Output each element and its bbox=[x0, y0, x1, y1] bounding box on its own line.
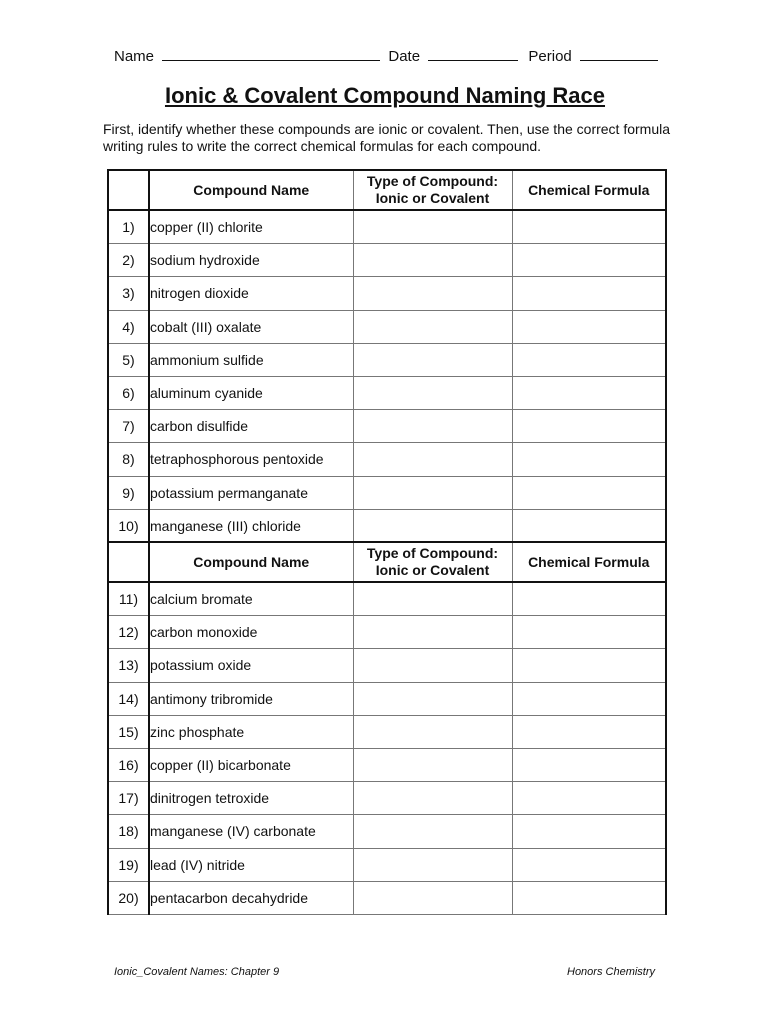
period-blank[interactable] bbox=[580, 46, 658, 61]
table-row bbox=[108, 848, 666, 881]
table-row bbox=[108, 649, 666, 682]
table-row bbox=[108, 376, 666, 409]
chemical-formula-answer-cell[interactable] bbox=[512, 748, 666, 781]
instructions: First, identify whether these compounds are ionic or covalent. Then, use the correct formula writing rules to write the correct chemical formulas for each compound. bbox=[103, 121, 671, 154]
chemical-formula-answer-cell[interactable] bbox=[512, 682, 666, 715]
compound-type-header-line1: Type of Compound: bbox=[366, 173, 499, 189]
chemical-formula-answer-cell[interactable] bbox=[512, 277, 666, 310]
table-row bbox=[108, 815, 666, 848]
chemical-formula-answer-cell[interactable] bbox=[512, 649, 666, 682]
table-row bbox=[108, 616, 666, 649]
compound-type-answer-cell[interactable] bbox=[353, 682, 512, 715]
footer-class-name: Honors Chemistry bbox=[567, 966, 656, 978]
table-row bbox=[108, 410, 666, 443]
compound-type-header-line2: Ionic or Covalent bbox=[375, 562, 490, 578]
period-label: Period bbox=[528, 48, 572, 65]
compound-type-answer-cell[interactable] bbox=[353, 244, 512, 277]
chemical-formula-answer-cell[interactable] bbox=[512, 848, 666, 881]
compound-type-answer-cell[interactable] bbox=[353, 649, 512, 682]
compound-type-header-line1: Type of Compound: bbox=[366, 545, 499, 561]
row-number: 19) bbox=[108, 848, 149, 881]
name-blank[interactable] bbox=[162, 46, 380, 61]
chemical-formula-answer-cell[interactable] bbox=[512, 210, 666, 244]
table-row bbox=[108, 277, 666, 310]
compound-name: antimony tribromide bbox=[149, 682, 353, 715]
compound-type-header-line2: Ionic or Covalent bbox=[375, 190, 490, 206]
compound-name: aluminum cyanide bbox=[149, 376, 353, 409]
table-row bbox=[108, 443, 666, 476]
compound-name: nitrogen dioxide bbox=[149, 277, 353, 310]
row-number: 18) bbox=[108, 815, 149, 848]
compound-table-2 bbox=[107, 541, 667, 915]
compound-name: manganese (IV) carbonate bbox=[149, 815, 353, 848]
row-number: 11) bbox=[108, 582, 149, 616]
compound-type-answer-cell[interactable] bbox=[353, 815, 512, 848]
chemical-formula-answer-cell[interactable] bbox=[512, 476, 666, 509]
number-header bbox=[108, 170, 149, 210]
table-row bbox=[108, 748, 666, 781]
chemical-formula-answer-cell[interactable] bbox=[512, 616, 666, 649]
compound-type-header bbox=[353, 542, 512, 582]
compound-type-answer-cell[interactable] bbox=[353, 410, 512, 443]
table-row bbox=[108, 210, 666, 244]
compound-name: sodium hydroxide bbox=[149, 244, 353, 277]
date-blank[interactable] bbox=[428, 46, 518, 61]
compound-type-answer-cell[interactable] bbox=[353, 210, 512, 244]
table-row bbox=[108, 509, 666, 542]
chemical-formula-header: Chemical Formula bbox=[512, 542, 666, 582]
row-number: 12) bbox=[108, 616, 149, 649]
row-number: 13) bbox=[108, 649, 149, 682]
table-row bbox=[108, 343, 666, 376]
chemical-formula-answer-cell[interactable] bbox=[512, 310, 666, 343]
table-row bbox=[108, 582, 666, 616]
row-number: 7) bbox=[108, 410, 149, 443]
table-row bbox=[108, 244, 666, 277]
table-row bbox=[108, 715, 666, 748]
compound-type-answer-cell[interactable] bbox=[353, 848, 512, 881]
compound-name-header: Compound Name bbox=[149, 170, 353, 210]
chemical-formula-answer-cell[interactable] bbox=[512, 782, 666, 815]
name-label: Name bbox=[114, 48, 155, 65]
student-info-line bbox=[114, 46, 654, 65]
row-number: 10) bbox=[108, 509, 149, 542]
chemical-formula-answer-cell[interactable] bbox=[512, 815, 666, 848]
compound-name: potassium oxide bbox=[149, 649, 353, 682]
chemical-formula-answer-cell[interactable] bbox=[512, 443, 666, 476]
compound-type-answer-cell[interactable] bbox=[353, 782, 512, 815]
table-row bbox=[108, 476, 666, 509]
chemical-formula-header: Chemical Formula bbox=[512, 170, 666, 210]
row-number: 1) bbox=[108, 210, 149, 244]
chemical-formula-answer-cell[interactable] bbox=[512, 410, 666, 443]
row-number: 14) bbox=[108, 682, 149, 715]
table-row bbox=[108, 782, 666, 815]
chemical-formula-answer-cell[interactable] bbox=[512, 881, 666, 914]
chemical-formula-answer-cell[interactable] bbox=[512, 343, 666, 376]
chemical-formula-answer-cell[interactable] bbox=[512, 582, 666, 616]
table-row bbox=[108, 310, 666, 343]
compound-type-header bbox=[353, 170, 512, 210]
compound-name: calcium bromate bbox=[149, 582, 353, 616]
row-number: 5) bbox=[108, 343, 149, 376]
row-number: 4) bbox=[108, 310, 149, 343]
table-row bbox=[108, 682, 666, 715]
compound-name: carbon disulfide bbox=[149, 410, 353, 443]
compound-name: tetraphosphorous pentoxide bbox=[149, 443, 353, 476]
row-number: 3) bbox=[108, 277, 149, 310]
compound-type-answer-cell[interactable] bbox=[353, 509, 512, 542]
compound-type-answer-cell[interactable] bbox=[353, 310, 512, 343]
table-row bbox=[108, 881, 666, 914]
compound-table-1 bbox=[107, 169, 667, 543]
row-number: 20) bbox=[108, 881, 149, 914]
table-header-row bbox=[108, 542, 666, 582]
row-number: 16) bbox=[108, 748, 149, 781]
compound-type-answer-cell[interactable] bbox=[353, 715, 512, 748]
compound-name: zinc phosphate bbox=[149, 715, 353, 748]
compound-name: copper (II) chlorite bbox=[149, 210, 353, 244]
compound-type-answer-cell[interactable] bbox=[353, 748, 512, 781]
worksheet-title: Ionic & Covalent Compound Naming Race bbox=[164, 83, 606, 108]
row-number: 8) bbox=[108, 443, 149, 476]
chemical-formula-answer-cell[interactable] bbox=[512, 376, 666, 409]
compound-type-answer-cell[interactable] bbox=[353, 343, 512, 376]
row-number: 17) bbox=[108, 782, 149, 815]
row-number: 2) bbox=[108, 244, 149, 277]
compound-type-answer-cell[interactable] bbox=[353, 616, 512, 649]
compound-name: cobalt (III) oxalate bbox=[149, 310, 353, 343]
compound-name: pentacarbon decahydride bbox=[149, 881, 353, 914]
compound-type-answer-cell[interactable] bbox=[353, 443, 512, 476]
compound-name: ammonium sulfide bbox=[149, 343, 353, 376]
row-number: 15) bbox=[108, 715, 149, 748]
compound-type-answer-cell[interactable] bbox=[353, 376, 512, 409]
compound-name: lead (IV) nitride bbox=[149, 848, 353, 881]
row-number: 6) bbox=[108, 376, 149, 409]
compound-type-answer-cell[interactable] bbox=[353, 277, 512, 310]
compound-name: carbon monoxide bbox=[149, 616, 353, 649]
chemical-formula-answer-cell[interactable] bbox=[512, 715, 666, 748]
compound-name: manganese (III) chloride bbox=[149, 509, 353, 542]
compound-type-answer-cell[interactable] bbox=[353, 881, 512, 914]
compound-name: dinitrogen tetroxide bbox=[149, 782, 353, 815]
date-label: Date bbox=[388, 48, 421, 65]
compound-name-header: Compound Name bbox=[149, 542, 353, 582]
footer-course-note: Ionic_Covalent Names: Chapter 9 bbox=[114, 966, 280, 978]
chemical-formula-answer-cell[interactable] bbox=[512, 509, 666, 542]
row-number: 9) bbox=[108, 476, 149, 509]
compound-name: copper (II) bicarbonate bbox=[149, 748, 353, 781]
chemical-formula-answer-cell[interactable] bbox=[512, 244, 666, 277]
compound-type-answer-cell[interactable] bbox=[353, 476, 512, 509]
compound-name: potassium permanganate bbox=[149, 476, 353, 509]
compound-type-answer-cell[interactable] bbox=[353, 582, 512, 616]
number-header bbox=[108, 542, 149, 582]
table-header-row bbox=[108, 170, 666, 210]
